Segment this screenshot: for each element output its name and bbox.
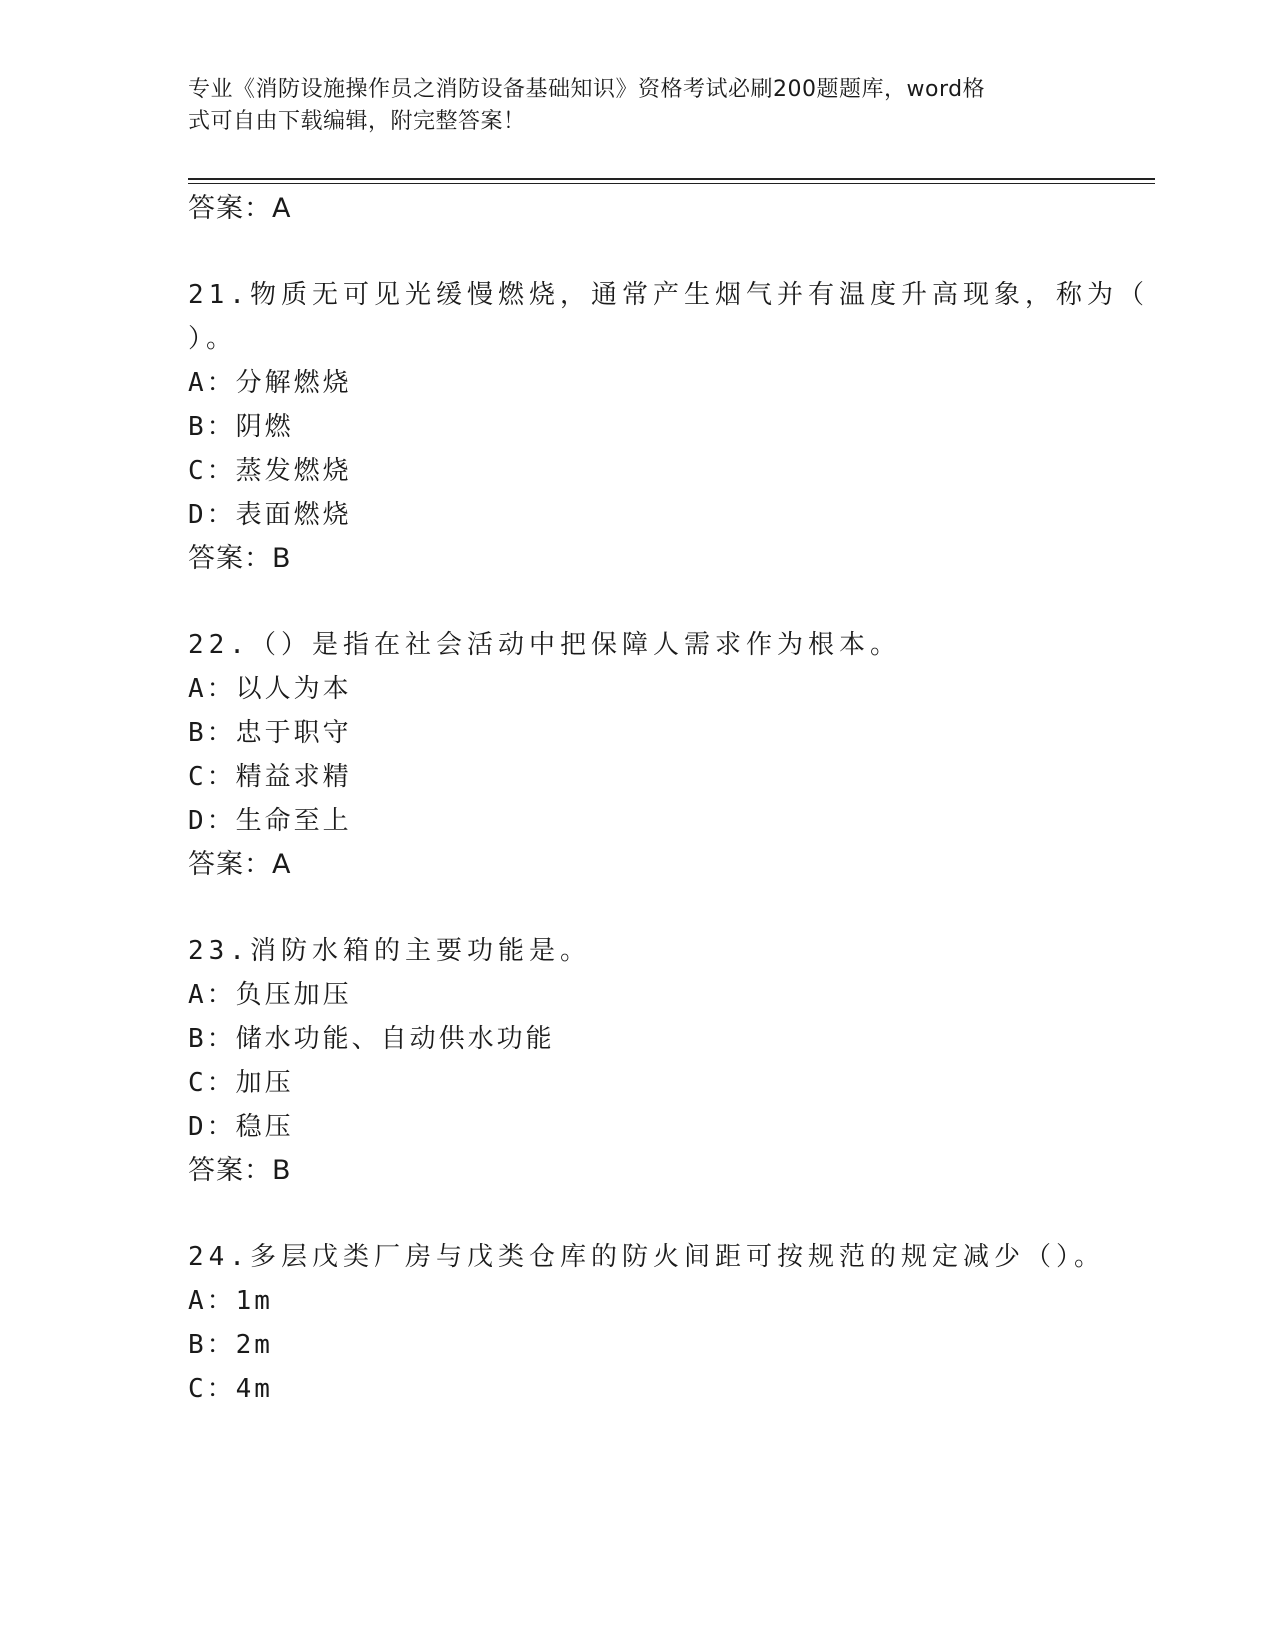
question-21-option-a: A：分解燃烧 (188, 368, 352, 398)
question-22-stem: 22.（）是指在社会活动中把保障人需求作为根本。 (188, 630, 901, 660)
question-21-option-b: B：阴燃 (188, 412, 294, 442)
question-22-option-a: A：以人为本 (188, 674, 352, 704)
question-23-option-d: D：稳压 (188, 1112, 294, 1142)
question-24-option-a: A：1m (188, 1286, 273, 1316)
question-23-stem: 23.消防水箱的主要功能是。 (188, 936, 591, 966)
question-22-option-b: B：忠于职守 (188, 718, 352, 748)
question-23-option-a: A：负压加压 (188, 980, 352, 1010)
header-divider-thick (188, 178, 1155, 180)
question-23-option-c: C：加压 (188, 1068, 294, 1098)
question-24-option-b: B：2m (188, 1330, 273, 1360)
question-22-option-c: C：精益求精 (188, 762, 352, 792)
question-24-stem: 24.多层戊类厂房与戊类仓库的防火间距可按规范的规定减少（）。 (188, 1242, 1105, 1272)
header-divider-thin (188, 183, 1155, 184)
header-line-2: 式可自由下载编辑，附完整答案！ (188, 109, 526, 134)
question-23-answer: 答案：B (188, 1155, 292, 1186)
question-21-option-c: C：蒸发燃烧 (188, 456, 352, 486)
question-21-stem-cont: ）。 (188, 324, 238, 354)
question-22-option-d: D：生命至上 (188, 806, 352, 836)
question-23-option-b: B：储水功能、自动供水功能 (188, 1024, 555, 1054)
question-24-option-c: C：4m (188, 1374, 273, 1404)
question-22-answer: 答案：A (188, 849, 292, 880)
question-21-answer: 答案：B (188, 543, 292, 574)
question-21-stem: 21.物质无可见光缓慢燃烧，通常产生烟气并有温度升高现象，称为（ (188, 280, 1149, 310)
document-header (188, 74, 1068, 138)
header-line-1: 专业《消防设施操作员之消防设备基础知识》资格考试必刷200题题库，word格 (188, 77, 986, 102)
question-21-option-d: D：表面燃烧 (188, 500, 352, 530)
answer-label: 答案：A (188, 193, 292, 224)
